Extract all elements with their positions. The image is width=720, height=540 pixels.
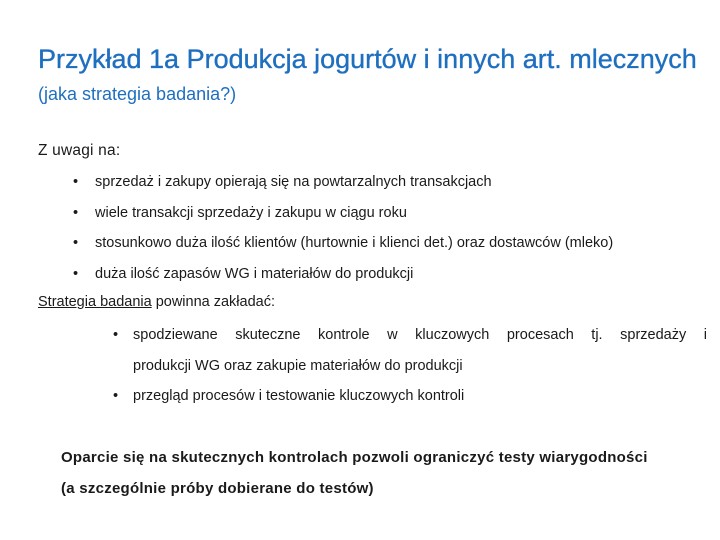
- conclusion-line: (a szczególnie próby dobierane do testów): [61, 480, 374, 497]
- bullet-icon: •: [73, 174, 79, 190]
- intro-text: Z uwagi na:: [38, 142, 121, 159]
- conclusion-line: Oparcie się na skutecznych kontrolach pozwoli ograniczyć testy wiarygodności: [61, 449, 648, 466]
- strategy-item: [113, 326, 707, 344]
- strategy-item-text: spodziewane skuteczne kontrole w kluczowych procesach tj. sprzedaży i: [133, 327, 707, 343]
- strategy-item: [113, 387, 464, 405]
- strategy-item-continuation: produkcji WG oraz zakupie materiałów do produkcji: [133, 358, 463, 374]
- reason-item: [73, 265, 413, 283]
- slide-title-main: Przykład 1a Produkcja jogurtów i innych art. mlecznych: [38, 44, 697, 74]
- strategy-heading: [38, 294, 275, 310]
- reason-text: duża ilość zapasów WG i materiałów do produkcji: [95, 266, 414, 282]
- bullet-icon: •: [113, 388, 119, 404]
- slide-title-sub: (jaka strategia badania?): [38, 84, 237, 104]
- reason-item: [73, 204, 407, 222]
- reason-text: sprzedaż i zakupy opierają się na powtarzalnych transakcjach: [95, 174, 492, 190]
- bullet-icon: •: [73, 235, 79, 251]
- strategy-label: Strategia badania: [38, 294, 152, 310]
- bullet-icon: •: [73, 266, 79, 282]
- strategy-rest: powinna zakładać:: [151, 294, 275, 310]
- reason-item: [73, 173, 492, 191]
- bullet-icon: •: [113, 327, 119, 343]
- slide-title: [38, 43, 698, 110]
- reason-text: stosunkowo duża ilość klientów (hurtownie i klienci det.) oraz dostawców (mleko): [95, 235, 614, 251]
- reason-text: wiele transakcji sprzedaży i zakupu w ciągu roku: [95, 205, 407, 221]
- reason-item: [73, 234, 613, 252]
- strategy-item-text: przegląd procesów i testowanie kluczowych kontroli: [133, 388, 465, 404]
- bullet-icon: •: [73, 205, 79, 221]
